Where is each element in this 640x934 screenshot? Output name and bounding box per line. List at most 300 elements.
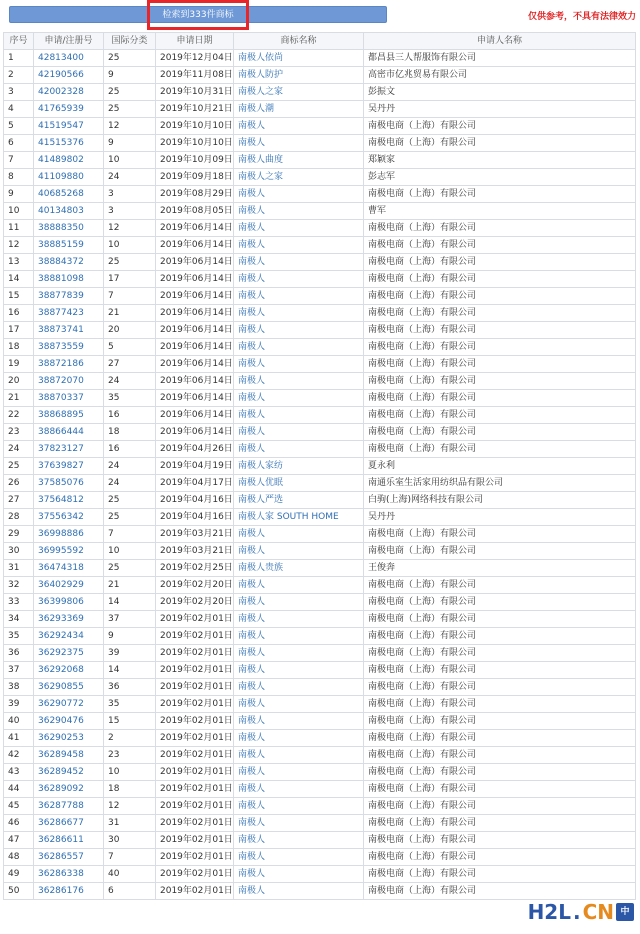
cell-reg-number[interactable]: 38873741 <box>34 322 104 339</box>
table-row <box>4 832 636 849</box>
cell-date: 2019年04月26日 <box>156 441 234 458</box>
cell-reg-number[interactable]: 36289452 <box>34 764 104 781</box>
table-row <box>4 237 636 254</box>
cell-index: 14 <box>4 271 34 288</box>
cell-reg-number[interactable]: 42190566 <box>34 67 104 84</box>
cell-date: 2019年08月05日 <box>156 203 234 220</box>
cell-reg-number[interactable]: 36998886 <box>34 526 104 543</box>
table-row <box>4 390 636 407</box>
cell-date: 2019年06月14日 <box>156 288 234 305</box>
cell-reg-number[interactable]: 36292375 <box>34 645 104 662</box>
cell-class: 6 <box>104 883 156 900</box>
table-row <box>4 611 636 628</box>
cell-reg-number[interactable]: 36286611 <box>34 832 104 849</box>
cell-trademark-name[interactable]: 南极人 <box>234 237 364 254</box>
cell-reg-number[interactable]: 42813400 <box>34 50 104 67</box>
table-row <box>4 730 636 747</box>
cell-class: 18 <box>104 781 156 798</box>
cell-trademark-name[interactable]: 南极人防护 <box>234 67 364 84</box>
cell-reg-number[interactable]: 41519547 <box>34 118 104 135</box>
cell-trademark-name[interactable]: 南极人潮 <box>234 101 364 118</box>
cell-reg-number[interactable]: 36286677 <box>34 815 104 832</box>
cell-trademark-name[interactable]: 南极人家 SOUTH HOME <box>234 509 364 526</box>
cell-trademark-name[interactable]: 南极人 <box>234 271 364 288</box>
column-header-trademark[interactable]: 商标名称 <box>234 33 364 50</box>
cell-class: 31 <box>104 815 156 832</box>
watermark-cn-text: CN <box>582 900 614 924</box>
cell-date: 2019年02月01日 <box>156 883 234 900</box>
cell-applicant: 南极电商（上海）有限公司 <box>364 322 636 339</box>
cell-class: 25 <box>104 492 156 509</box>
cell-reg-number[interactable]: 42002328 <box>34 84 104 101</box>
cell-applicant: 南极电商（上海）有限公司 <box>364 713 636 730</box>
column-header-applicant[interactable]: 申请人名称 <box>364 33 636 50</box>
cell-trademark-name[interactable]: 南极人之家 <box>234 169 364 186</box>
cell-date: 2019年04月17日 <box>156 475 234 492</box>
cell-class: 12 <box>104 118 156 135</box>
cell-reg-number[interactable]: 38866444 <box>34 424 104 441</box>
cell-reg-number[interactable]: 38872070 <box>34 373 104 390</box>
cell-reg-number[interactable]: 36995592 <box>34 543 104 560</box>
cell-applicant: 南极电商（上海）有限公司 <box>364 237 636 254</box>
cell-reg-number[interactable]: 41765939 <box>34 101 104 118</box>
cell-date: 2019年06月14日 <box>156 356 234 373</box>
cell-index: 49 <box>4 866 34 883</box>
cell-index: 42 <box>4 747 34 764</box>
cell-trademark-name[interactable]: 南极人 <box>234 220 364 237</box>
cell-applicant: 南极电商（上海）有限公司 <box>364 577 636 594</box>
table-row <box>4 645 636 662</box>
cell-class: 25 <box>104 254 156 271</box>
cell-class: 3 <box>104 203 156 220</box>
cell-reg-number[interactable]: 38877839 <box>34 288 104 305</box>
cell-date: 2019年02月01日 <box>156 815 234 832</box>
cell-trademark-name[interactable]: 南极人 <box>234 662 364 679</box>
cell-date: 2019年02月01日 <box>156 832 234 849</box>
cell-date: 2019年09月18日 <box>156 169 234 186</box>
cell-reg-number[interactable]: 38873559 <box>34 339 104 356</box>
cell-index: 37 <box>4 662 34 679</box>
cell-class: 27 <box>104 356 156 373</box>
cell-class: 24 <box>104 373 156 390</box>
cell-applicant: 南极电商（上海）有限公司 <box>364 815 636 832</box>
cell-applicant: 王俊奔 <box>364 560 636 577</box>
cell-applicant: 高密市亿兆贸易有限公司 <box>364 67 636 84</box>
cell-applicant: 南极电商（上海）有限公司 <box>364 798 636 815</box>
cell-trademark-name[interactable]: 南极人 <box>234 203 364 220</box>
cell-index: 5 <box>4 118 34 135</box>
cell-index: 24 <box>4 441 34 458</box>
cell-trademark-name[interactable]: 南极人 <box>234 781 364 798</box>
table-row <box>4 288 636 305</box>
table-row <box>4 84 636 101</box>
cell-reg-number[interactable]: 36287788 <box>34 798 104 815</box>
cell-class: 7 <box>104 288 156 305</box>
cell-class: 15 <box>104 713 156 730</box>
cell-trademark-name[interactable]: 南极人 <box>234 883 364 900</box>
cell-class: 10 <box>104 764 156 781</box>
cell-applicant: 南极电商（上海）有限公司 <box>364 186 636 203</box>
table-row <box>4 526 636 543</box>
cell-trademark-name[interactable]: 南极人 <box>234 356 364 373</box>
column-header-reg-number[interactable]: 申请/注册号 <box>34 33 104 50</box>
cell-class: 40 <box>104 866 156 883</box>
cell-applicant: 南极电商（上海）有限公司 <box>364 373 636 390</box>
cell-index: 30 <box>4 543 34 560</box>
table-row <box>4 356 636 373</box>
cell-index: 19 <box>4 356 34 373</box>
cell-reg-number[interactable]: 36399806 <box>34 594 104 611</box>
table-row <box>4 441 636 458</box>
cell-class: 36 <box>104 679 156 696</box>
cell-class: 14 <box>104 662 156 679</box>
cell-date: 2019年08月29日 <box>156 186 234 203</box>
table-row <box>4 152 636 169</box>
cell-applicant: 都昌县三人帮服饰有限公司 <box>364 50 636 67</box>
cell-index: 25 <box>4 458 34 475</box>
cell-trademark-name[interactable]: 南极人 <box>234 424 364 441</box>
cell-reg-number[interactable]: 38868895 <box>34 407 104 424</box>
cell-trademark-name[interactable]: 南极人 <box>234 679 364 696</box>
cell-index: 11 <box>4 220 34 237</box>
cell-class: 25 <box>104 50 156 67</box>
cell-trademark-name[interactable]: 南极人 <box>234 254 364 271</box>
cell-date: 2019年06月14日 <box>156 373 234 390</box>
cell-applicant: 南极电商（上海）有限公司 <box>364 645 636 662</box>
table-row <box>4 135 636 152</box>
cell-applicant: 南极电商（上海）有限公司 <box>364 628 636 645</box>
cell-trademark-name[interactable]: 南极人 <box>234 543 364 560</box>
cell-class: 30 <box>104 832 156 849</box>
cell-trademark-name[interactable]: 南极人 <box>234 645 364 662</box>
cell-trademark-name[interactable]: 南极人 <box>234 407 364 424</box>
table-row <box>4 424 636 441</box>
cell-trademark-name[interactable]: 南极人依尚 <box>234 50 364 67</box>
cell-reg-number[interactable]: 36292434 <box>34 628 104 645</box>
cell-applicant: 南极电商（上海）有限公司 <box>364 407 636 424</box>
cell-class: 7 <box>104 526 156 543</box>
cell-applicant: 南通乐室生活家用纺织品有限公司 <box>364 475 636 492</box>
cell-date: 2019年02月01日 <box>156 662 234 679</box>
table-row <box>4 169 636 186</box>
cell-index: 32 <box>4 577 34 594</box>
cell-date: 2019年02月01日 <box>156 696 234 713</box>
cell-index: 2 <box>4 67 34 84</box>
cell-applicant: 南极电商（上海）有限公司 <box>364 271 636 288</box>
table-header-row <box>4 33 636 50</box>
cell-applicant: 白驹(上海)网络科技有限公司 <box>364 492 636 509</box>
cell-reg-number[interactable]: 36290772 <box>34 696 104 713</box>
cell-trademark-name[interactable]: 南极人 <box>234 696 364 713</box>
cell-date: 2019年02月01日 <box>156 713 234 730</box>
cell-index: 38 <box>4 679 34 696</box>
cell-reg-number[interactable]: 38888350 <box>34 220 104 237</box>
cell-index: 18 <box>4 339 34 356</box>
cell-trademark-name[interactable]: 南极人 <box>234 288 364 305</box>
cell-class: 35 <box>104 390 156 407</box>
cell-index: 29 <box>4 526 34 543</box>
cell-applicant: 南极电商（上海）有限公司 <box>364 696 636 713</box>
cell-index: 26 <box>4 475 34 492</box>
table-row <box>4 679 636 696</box>
cell-index: 8 <box>4 169 34 186</box>
site-watermark-logo <box>528 900 634 924</box>
cell-class: 37 <box>104 611 156 628</box>
cell-reg-number[interactable]: 38877423 <box>34 305 104 322</box>
cell-date: 2019年06月14日 <box>156 271 234 288</box>
cell-date: 2019年02月01日 <box>156 645 234 662</box>
cell-reg-number[interactable]: 38884372 <box>34 254 104 271</box>
cell-date: 2019年02月01日 <box>156 628 234 645</box>
cell-applicant: 南极电商（上海）有限公司 <box>364 526 636 543</box>
cell-applicant: 南极电商（上海）有限公司 <box>364 849 636 866</box>
table-row <box>4 866 636 883</box>
cell-date: 2019年02月01日 <box>156 764 234 781</box>
cell-class: 10 <box>104 237 156 254</box>
table-row <box>4 458 636 475</box>
cell-reg-number[interactable]: 38872186 <box>34 356 104 373</box>
table-row <box>4 696 636 713</box>
cell-class: 18 <box>104 424 156 441</box>
cell-trademark-name[interactable]: 南极人家纺 <box>234 458 364 475</box>
cell-date: 2019年02月01日 <box>156 781 234 798</box>
cell-class: 21 <box>104 305 156 322</box>
cell-date: 2019年04月16日 <box>156 509 234 526</box>
cell-trademark-name[interactable]: 南极人优眠 <box>234 475 364 492</box>
table-row <box>4 883 636 900</box>
cell-index: 20 <box>4 373 34 390</box>
cell-reg-number[interactable]: 36286338 <box>34 866 104 883</box>
results-header <box>0 0 640 32</box>
cell-trademark-name[interactable]: 南极人 <box>234 305 364 322</box>
cell-trademark-name[interactable]: 南极人 <box>234 441 364 458</box>
cell-class: 5 <box>104 339 156 356</box>
table-row <box>4 220 636 237</box>
cell-applicant: 南极电商（上海）有限公司 <box>364 611 636 628</box>
cell-index: 4 <box>4 101 34 118</box>
column-header-date[interactable]: 申请日期 <box>156 33 234 50</box>
cell-trademark-name[interactable]: 南极人 <box>234 118 364 135</box>
table-row <box>4 186 636 203</box>
cell-date: 2019年06月14日 <box>156 322 234 339</box>
cell-trademark-name[interactable]: 南极人 <box>234 186 364 203</box>
cell-trademark-name[interactable]: 南极人 <box>234 577 364 594</box>
cell-trademark-name[interactable]: 南极人曲度 <box>234 152 364 169</box>
cell-trademark-name[interactable]: 南极人 <box>234 866 364 883</box>
cell-reg-number[interactable]: 36286557 <box>34 849 104 866</box>
cell-applicant: 南极电商（上海）有限公司 <box>364 254 636 271</box>
cell-date: 2019年02月25日 <box>156 560 234 577</box>
cell-index: 15 <box>4 288 34 305</box>
cell-class: 9 <box>104 67 156 84</box>
cell-reg-number[interactable]: 36289458 <box>34 747 104 764</box>
cell-trademark-name[interactable]: 南极人 <box>234 322 364 339</box>
cell-trademark-name[interactable]: 南极人 <box>234 747 364 764</box>
cell-date: 2019年06月14日 <box>156 407 234 424</box>
cell-trademark-name[interactable]: 南极人 <box>234 628 364 645</box>
cell-date: 2019年10月10日 <box>156 135 234 152</box>
cell-index: 46 <box>4 815 34 832</box>
cell-date: 2019年02月20日 <box>156 577 234 594</box>
column-header-index[interactable]: 序号 <box>4 33 34 50</box>
cell-applicant: 南极电商（上海）有限公司 <box>364 764 636 781</box>
table-row <box>4 781 636 798</box>
cell-index: 40 <box>4 713 34 730</box>
cell-date: 2019年02月01日 <box>156 798 234 815</box>
cell-index: 16 <box>4 305 34 322</box>
cell-applicant: 彭志军 <box>364 169 636 186</box>
table-row <box>4 492 636 509</box>
cell-trademark-name[interactable]: 南极人 <box>234 526 364 543</box>
cell-index: 7 <box>4 152 34 169</box>
cell-applicant: 南极电商（上海）有限公司 <box>364 305 636 322</box>
cell-reg-number[interactable]: 41515376 <box>34 135 104 152</box>
cell-reg-number[interactable]: 37585076 <box>34 475 104 492</box>
cell-date: 2019年10月09日 <box>156 152 234 169</box>
cell-index: 22 <box>4 407 34 424</box>
cell-trademark-name[interactable]: 南极人 <box>234 815 364 832</box>
cell-index: 17 <box>4 322 34 339</box>
cell-reg-number[interactable]: 40134803 <box>34 203 104 220</box>
cell-trademark-name[interactable]: 南极人 <box>234 849 364 866</box>
cell-applicant: 南极电商（上海）有限公司 <box>364 441 636 458</box>
cell-trademark-name[interactable]: 南极人 <box>234 764 364 781</box>
watermark-dot-text: . <box>572 900 581 924</box>
cell-date: 2019年02月01日 <box>156 866 234 883</box>
cell-trademark-name[interactable]: 南极人 <box>234 730 364 747</box>
cell-trademark-name[interactable]: 南极人 <box>234 832 364 849</box>
cell-reg-number[interactable]: 40685268 <box>34 186 104 203</box>
cell-index: 27 <box>4 492 34 509</box>
table-row <box>4 764 636 781</box>
cell-index: 6 <box>4 135 34 152</box>
cell-class: 23 <box>104 747 156 764</box>
cell-class: 25 <box>104 560 156 577</box>
cell-date: 2019年03月21日 <box>156 526 234 543</box>
cell-reg-number[interactable]: 37639827 <box>34 458 104 475</box>
result-count-button[interactable]: 检索到333件商标 <box>9 6 387 23</box>
cell-trademark-name[interactable]: 南极人 <box>234 390 364 407</box>
cell-date: 2019年02月20日 <box>156 594 234 611</box>
cell-index: 36 <box>4 645 34 662</box>
cell-date: 2019年02月01日 <box>156 611 234 628</box>
cell-reg-number[interactable]: 37823127 <box>34 441 104 458</box>
cell-reg-number[interactable]: 36293369 <box>34 611 104 628</box>
cell-reg-number[interactable]: 36290855 <box>34 679 104 696</box>
cell-reg-number[interactable]: 38881098 <box>34 271 104 288</box>
cell-reg-number[interactable]: 36292068 <box>34 662 104 679</box>
cell-trademark-name[interactable]: 南极人 <box>234 339 364 356</box>
cell-date: 2019年03月21日 <box>156 543 234 560</box>
cell-index: 48 <box>4 849 34 866</box>
cell-applicant: 彭振文 <box>364 84 636 101</box>
cell-applicant: 曹军 <box>364 203 636 220</box>
disclaimer-text: 仅供参考，不具有法律效力 <box>527 12 636 22</box>
cell-date: 2019年10月31日 <box>156 84 234 101</box>
cell-applicant: 吴丹丹 <box>364 101 636 118</box>
cell-applicant: 南极电商（上海）有限公司 <box>364 220 636 237</box>
cell-class: 12 <box>104 220 156 237</box>
cell-index: 21 <box>4 390 34 407</box>
cell-reg-number[interactable]: 36286176 <box>34 883 104 900</box>
cell-reg-number[interactable]: 38870337 <box>34 390 104 407</box>
cell-class: 24 <box>104 475 156 492</box>
cell-class: 9 <box>104 628 156 645</box>
cell-trademark-name[interactable]: 南极人严选 <box>234 492 364 509</box>
cell-index: 41 <box>4 730 34 747</box>
table-row <box>4 50 636 67</box>
watermark-h2l-text: H2L <box>527 900 571 924</box>
cell-applicant: 夏永利 <box>364 458 636 475</box>
cell-reg-number[interactable]: 41489802 <box>34 152 104 169</box>
cell-class: 39 <box>104 645 156 662</box>
cell-class: 21 <box>104 577 156 594</box>
cell-index: 1 <box>4 50 34 67</box>
table-row <box>4 101 636 118</box>
cell-trademark-name[interactable]: 南极人 <box>234 373 364 390</box>
cell-date: 2019年02月01日 <box>156 730 234 747</box>
cell-index: 3 <box>4 84 34 101</box>
cell-date: 2019年06月14日 <box>156 305 234 322</box>
cell-trademark-name[interactable]: 南极人 <box>234 798 364 815</box>
table-row <box>4 203 636 220</box>
table-row <box>4 373 636 390</box>
cell-index: 43 <box>4 764 34 781</box>
cell-trademark-name[interactable]: 南极人 <box>234 611 364 628</box>
cell-index: 9 <box>4 186 34 203</box>
cell-trademark-name[interactable]: 南极人 <box>234 135 364 152</box>
cell-date: 2019年12月04日 <box>156 50 234 67</box>
cell-class: 2 <box>104 730 156 747</box>
cell-applicant: 南极电商（上海）有限公司 <box>364 118 636 135</box>
cell-trademark-name[interactable]: 南极人 <box>234 713 364 730</box>
cell-reg-number[interactable]: 38885159 <box>34 237 104 254</box>
cell-reg-number[interactable]: 37564812 <box>34 492 104 509</box>
cell-reg-number[interactable]: 36474318 <box>34 560 104 577</box>
cell-reg-number[interactable]: 36289092 <box>34 781 104 798</box>
cell-date: 2019年04月16日 <box>156 492 234 509</box>
cell-applicant: 吴丹丹 <box>364 509 636 526</box>
cell-applicant: 南极电商（上海）有限公司 <box>364 832 636 849</box>
cell-applicant: 南极电商（上海）有限公司 <box>364 747 636 764</box>
table-row <box>4 339 636 356</box>
table-row <box>4 577 636 594</box>
cell-reg-number[interactable]: 36402929 <box>34 577 104 594</box>
cell-trademark-name[interactable]: 南极人 <box>234 594 364 611</box>
cell-reg-number[interactable]: 41109880 <box>34 169 104 186</box>
cell-class: 24 <box>104 458 156 475</box>
cell-date: 2019年06月14日 <box>156 424 234 441</box>
cell-date: 2019年02月01日 <box>156 747 234 764</box>
column-header-class[interactable]: 国际分类 <box>104 33 156 50</box>
cell-index: 45 <box>4 798 34 815</box>
table-row <box>4 628 636 645</box>
table-row <box>4 713 636 730</box>
cell-reg-number[interactable]: 36290476 <box>34 713 104 730</box>
cell-trademark-name[interactable]: 南极人之家 <box>234 84 364 101</box>
cell-class: 12 <box>104 798 156 815</box>
cell-applicant: 南极电商（上海）有限公司 <box>364 288 636 305</box>
cell-trademark-name[interactable]: 南极人贵族 <box>234 560 364 577</box>
cell-reg-number[interactable]: 37556342 <box>34 509 104 526</box>
cell-class: 25 <box>104 101 156 118</box>
cell-class: 24 <box>104 169 156 186</box>
table-row <box>4 798 636 815</box>
cell-date: 2019年06月14日 <box>156 339 234 356</box>
cell-reg-number[interactable]: 36290253 <box>34 730 104 747</box>
cell-applicant: 南极电商（上海）有限公司 <box>364 356 636 373</box>
cell-index: 13 <box>4 254 34 271</box>
